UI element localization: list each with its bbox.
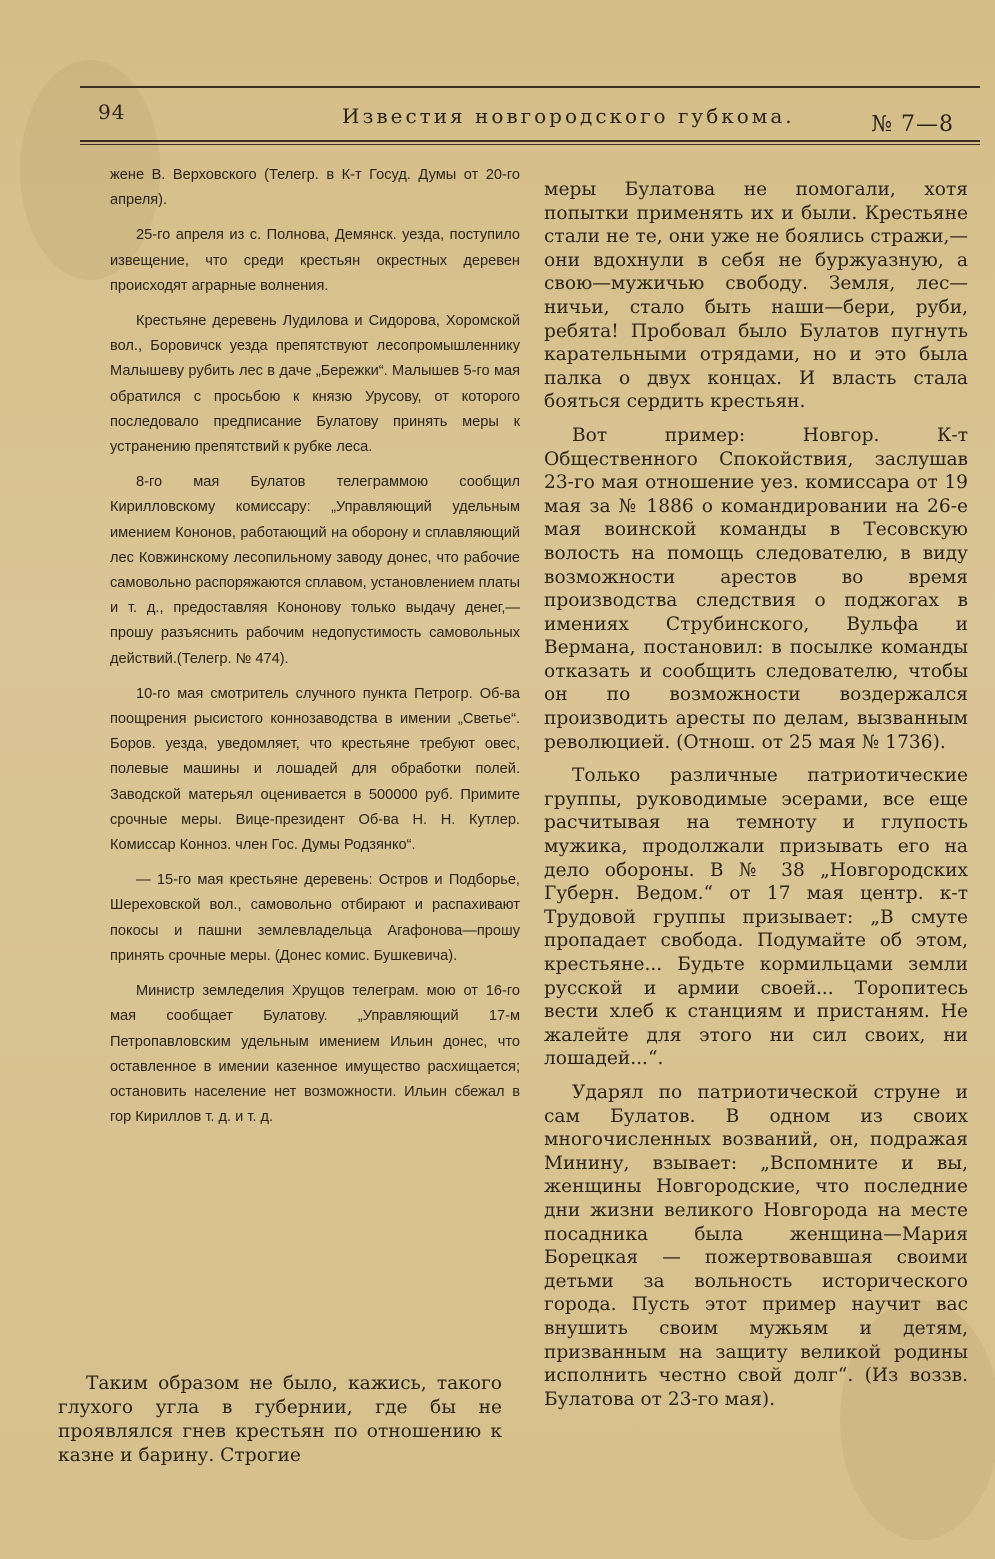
journal-title: Известия новгородского губкома. xyxy=(342,104,795,128)
right-column-body xyxy=(544,178,968,1421)
paragraph: Министр земледелия Хрущов телеграм. мою от 16-го мая сообщает Булатову. „Управляющий 17-м Петропавловским удельным имением Ильин донес, что оставленное в имении казенное имущество расхищается; остановить население нет возможности. Ильин сбежал в гор Кириллов т. д. и т. д. xyxy=(110,983,520,1126)
paragraph: 25-го апреля из с. Полнова, Демянск. уезда, поступило извещение, что среди крестьян окрестных деревен происходят аграрные волнения. xyxy=(110,227,520,294)
paragraph: меры Булатова не помогали, хотя попытки применять их и были. Крестьяне стали не те, они уже не боялись стражи,—они вдохнули в себя не буржуазную, а свою—мужичью свободу. Земля, лес—ничьи, стало быть наши—бери, руби, ребята! Пробовал было Булатов пугнуть карательными отрядами, но и это была палка о двух концах. И власть стала бояться сердить крестьян. xyxy=(544,179,968,413)
issue-number: № 7—8 xyxy=(871,112,954,137)
paragraph: Крестьяне деревень Лудилова и Сидорова, Хоромской вол., Боровичск уезда препятствуют лесопромышленнику Малышеву рубить лес в даче „Бережки“. Малышев 5-го мая обратился с просьбою к князю Урусову, от которого последовало предписание Булатову принять меры к устранению препятствий к рубке леса. xyxy=(110,313,520,456)
paragraph: Вот пример: Новгор. К-т Общественного Спокойствия, заслушав 23-го мая отношение уез. комиссара от 19 мая за № 1886 о командировании на 26-е мая воинской команды в Тесовскую волость на помощь следователю, в виду возможности арестов во время производства следствия о поджогах в имениях Струбинского, Вульфа и Вермана, постановил: в посылке команды отказать и сообщить следователю, чтобы он по возможности воздержался производить аресты по делам, вызванным революцией. (Отнош. от 25 мая № 1736). xyxy=(544,424,968,753)
left-column-quotes xyxy=(110,163,520,1140)
header-top-rule xyxy=(80,86,980,88)
paragraph: жене В. Верховского (Телегр. в К-т Госуд. Думы от 20-го апреля). xyxy=(110,167,520,209)
body-paragraph: Таким образом не было, кажись, такого глухого угла в губернии, где бы не проявлялся гнев крестьян по отношению к казне и барину. Строгие xyxy=(58,1373,502,1466)
paragraph: Ударял по патриотической струне и сам Булатов. В одном из своих многочисленных возваний, он, подражая Минину, взывает: „Вспомните и вы, женщины Новгородские, что последние дни жизни великого Новгорода на месте посадника была женщина—Мария Борецкая — пожертвовавшая своими детьми за вольность исторического города. Пусть этот пример научит вас внушить своим мужьям и детям, призванным на защиту великой родины исполнить честно свой долг“. (Из воззв. Булатова от 23-го мая). xyxy=(544,1081,968,1410)
page-number: 94 xyxy=(98,100,126,124)
left-column-body xyxy=(58,1372,502,1468)
paragraph: Только различные патриотические группы, руководимые эсерами, все еще расчитывая на темноту и глупость мужика, продолжали призывать его на дело обороны. В № 38 „Новгородских Губерн. Ведом.“ от 17 мая центр. к-т Трудовой группы призывает: „В смуте пропадает свобода. Подумайте об этом, крестьяне... Будьте кормильцами земли русской и армии своей... Торопитесь вести хлеб к станциям и пристаням. Не жалейте для этого ни сил своих, ни лошадей...“. xyxy=(544,765,968,1070)
paragraph: — 15-го мая крестьяне деревень: Остров и Подборье, Шереховской вол., самовольно отбирают и распахивают покосы и пашни землевладельца Агафонова—прошу принять срочные меры. (Донес комис. Бушкевича). xyxy=(110,872,520,964)
header-bottom-rule xyxy=(80,140,980,142)
page-header xyxy=(80,94,980,138)
paragraph: 8-го мая Булатов телеграммою сообщил Кирилловскому комиссару: „Управляющий удельным имением Кононов, работающий на оборону и сплавляющий лес Ковжинскому лесопильному заводу донес, что рабочие самовольно распоряжаются сплавом, установлением платы и т. д., предоставляя Кононову только выдачу денег,—прошу разъяснить рабочим недопустимость самовольных действий.(Телегр. № 474). xyxy=(110,474,520,667)
header-bottom-rule-thin xyxy=(80,144,980,145)
paragraph: 10-го мая смотритель случного пункта Петрогр. Об-ва поощрения рысистого коннозаводства в имении „Светье“. Боров. уезда, уведомляет, что крестьяне требуют овес, полевые машины и лошадей для обработки полей. Заводской матерьял оценивается в 500000 руб. Примите срочные меры. Вице-президент Об-ва Н. Н. Кутлер. Комиссар Конноз. член Гос. Думы Родзянко“. xyxy=(110,685,520,854)
